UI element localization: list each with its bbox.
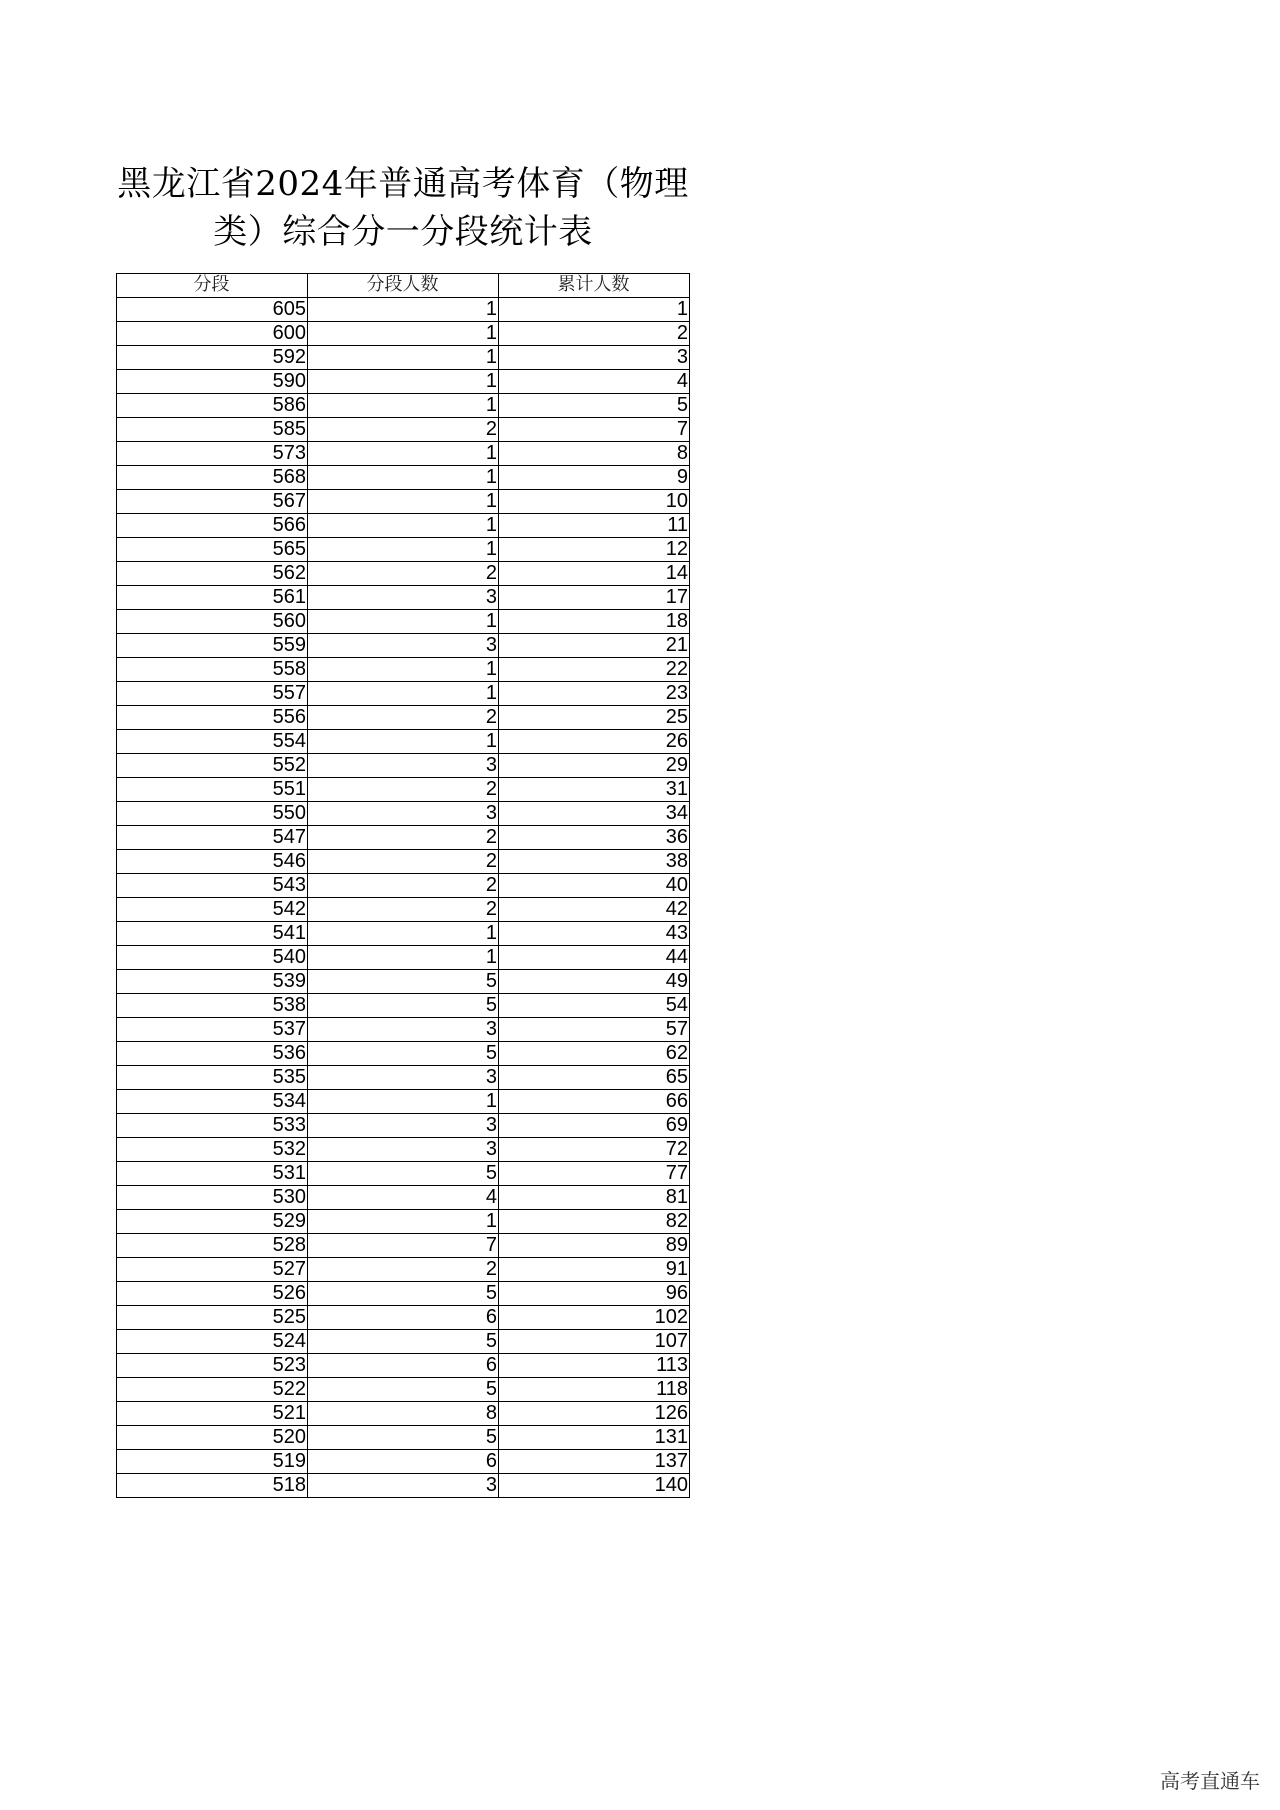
- band-count-cell: 1: [308, 393, 499, 417]
- band-count-cell: 1: [308, 321, 499, 345]
- band-count-cell: 1: [308, 609, 499, 633]
- cumulative-count-cell: 10: [499, 489, 690, 513]
- cumulative-count-cell: 26: [499, 729, 690, 753]
- band-count-cell: 3: [308, 633, 499, 657]
- band-count-cell: 2: [308, 897, 499, 921]
- table-row: [117, 321, 690, 345]
- score-cell: 573: [117, 441, 308, 465]
- score-cell: 524: [117, 1329, 308, 1353]
- table-row: [117, 417, 690, 441]
- page-title: 黑龙江省2024年普通高考体育（物理类）综合分一分段统计表: [117, 164, 689, 252]
- cumulative-count-cell: 1: [499, 297, 690, 321]
- score-cell: 556: [117, 705, 308, 729]
- table-row: [117, 801, 690, 825]
- cumulative-count-cell: 91: [499, 1257, 690, 1281]
- table-row: [117, 633, 690, 657]
- header-score-band: 分段: [117, 274, 308, 298]
- cumulative-count-cell: 18: [499, 609, 690, 633]
- table-row: [117, 1329, 690, 1353]
- score-cell: 536: [117, 1041, 308, 1065]
- band-count-cell: 3: [308, 1017, 499, 1041]
- score-cell: 535: [117, 1065, 308, 1089]
- band-count-cell: 3: [308, 1065, 499, 1089]
- cumulative-count-cell: 8: [499, 441, 690, 465]
- cumulative-count-cell: 89: [499, 1233, 690, 1257]
- cumulative-count-cell: 82: [499, 1209, 690, 1233]
- cumulative-count-cell: 49: [499, 969, 690, 993]
- header-cumulative-count: 累计人数: [499, 274, 690, 298]
- band-count-cell: 2: [308, 825, 499, 849]
- score-cell: 559: [117, 633, 308, 657]
- cumulative-count-cell: 4: [499, 369, 690, 393]
- score-cell: 557: [117, 681, 308, 705]
- cumulative-count-cell: 3: [499, 345, 690, 369]
- table-row: [117, 537, 690, 561]
- table-row: [117, 1401, 690, 1425]
- score-cell: 530: [117, 1185, 308, 1209]
- cumulative-count-cell: 118: [499, 1377, 690, 1401]
- table-row: [117, 921, 690, 945]
- table-row: [117, 441, 690, 465]
- cumulative-count-cell: 54: [499, 993, 690, 1017]
- cumulative-count-cell: 69: [499, 1113, 690, 1137]
- band-count-cell: 1: [308, 1209, 499, 1233]
- band-count-cell: 2: [308, 1257, 499, 1281]
- score-cell: 543: [117, 873, 308, 897]
- band-count-cell: 4: [308, 1185, 499, 1209]
- band-count-cell: 6: [308, 1449, 499, 1473]
- band-count-cell: 1: [308, 489, 499, 513]
- cumulative-count-cell: 137: [499, 1449, 690, 1473]
- score-cell: 522: [117, 1377, 308, 1401]
- score-cell: 590: [117, 369, 308, 393]
- table-row: [117, 393, 690, 417]
- table-row: [117, 1161, 690, 1185]
- score-cell: 560: [117, 609, 308, 633]
- band-count-cell: 1: [308, 945, 499, 969]
- table-row: [117, 1377, 690, 1401]
- score-cell: 565: [117, 537, 308, 561]
- cumulative-count-cell: 81: [499, 1185, 690, 1209]
- band-count-cell: 3: [308, 1473, 499, 1497]
- band-count-cell: 2: [308, 705, 499, 729]
- score-cell: 529: [117, 1209, 308, 1233]
- cumulative-count-cell: 140: [499, 1473, 690, 1497]
- cumulative-count-cell: 7: [499, 417, 690, 441]
- band-count-cell: 1: [308, 441, 499, 465]
- score-cell: 532: [117, 1137, 308, 1161]
- cumulative-count-cell: 96: [499, 1281, 690, 1305]
- cumulative-count-cell: 131: [499, 1425, 690, 1449]
- watermark-text: 高考直通车: [1160, 1769, 1260, 1793]
- cumulative-count-cell: 66: [499, 1089, 690, 1113]
- score-cell: 521: [117, 1401, 308, 1425]
- table-row: [117, 681, 690, 705]
- cumulative-count-cell: 65: [499, 1065, 690, 1089]
- table-row: [117, 873, 690, 897]
- band-count-cell: 3: [308, 753, 499, 777]
- score-cell: 519: [117, 1449, 308, 1473]
- score-cell: 562: [117, 561, 308, 585]
- table-row: [117, 609, 690, 633]
- cumulative-count-cell: 31: [499, 777, 690, 801]
- score-cell: 523: [117, 1353, 308, 1377]
- table-row: [117, 1449, 690, 1473]
- band-count-cell: 5: [308, 1041, 499, 1065]
- score-cell: 526: [117, 1281, 308, 1305]
- score-cell: 538: [117, 993, 308, 1017]
- band-count-cell: 5: [308, 1161, 499, 1185]
- score-cell: 567: [117, 489, 308, 513]
- cumulative-count-cell: 36: [499, 825, 690, 849]
- cumulative-count-cell: 29: [499, 753, 690, 777]
- score-cell: 550: [117, 801, 308, 825]
- cumulative-count-cell: 23: [499, 681, 690, 705]
- band-count-cell: 3: [308, 801, 499, 825]
- score-cell: 518: [117, 1473, 308, 1497]
- band-count-cell: 3: [308, 1113, 499, 1137]
- table-row: [117, 897, 690, 921]
- table-row: [117, 561, 690, 585]
- cumulative-count-cell: 11: [499, 513, 690, 537]
- cumulative-count-cell: 38: [499, 849, 690, 873]
- band-count-cell: 5: [308, 1329, 499, 1353]
- score-cell: 525: [117, 1305, 308, 1329]
- band-count-cell: 1: [308, 681, 499, 705]
- band-count-cell: 1: [308, 465, 499, 489]
- cumulative-count-cell: 126: [499, 1401, 690, 1425]
- score-cell: 566: [117, 513, 308, 537]
- band-count-cell: 5: [308, 1377, 499, 1401]
- band-count-cell: 8: [308, 1401, 499, 1425]
- table-row: [117, 1185, 690, 1209]
- table-row: [117, 1473, 690, 1497]
- band-count-cell: 7: [308, 1233, 499, 1257]
- table-row: [117, 1209, 690, 1233]
- table-row: [117, 705, 690, 729]
- band-count-cell: 2: [308, 873, 499, 897]
- band-count-cell: 5: [308, 1281, 499, 1305]
- cumulative-count-cell: 21: [499, 633, 690, 657]
- band-count-cell: 5: [308, 969, 499, 993]
- table-row: [117, 297, 690, 321]
- band-count-cell: 2: [308, 417, 499, 441]
- cumulative-count-cell: 34: [499, 801, 690, 825]
- band-count-cell: 3: [308, 1137, 499, 1161]
- table-row: [117, 993, 690, 1017]
- band-count-cell: 1: [308, 345, 499, 369]
- header-band-count: 分段人数: [308, 274, 499, 298]
- score-cell: 586: [117, 393, 308, 417]
- table-row: [117, 1137, 690, 1161]
- table-row: [117, 1305, 690, 1329]
- band-count-cell: 5: [308, 993, 499, 1017]
- score-cell: 547: [117, 825, 308, 849]
- table-row: [117, 1257, 690, 1281]
- header-row: [117, 274, 690, 298]
- score-cell: 600: [117, 321, 308, 345]
- table-row: [117, 369, 690, 393]
- score-cell: 546: [117, 849, 308, 873]
- score-cell: 541: [117, 921, 308, 945]
- score-cell: 531: [117, 1161, 308, 1185]
- table-row: [117, 729, 690, 753]
- table-row: [117, 825, 690, 849]
- score-cell: 585: [117, 417, 308, 441]
- score-cell: 592: [117, 345, 308, 369]
- score-distribution-table: [116, 273, 690, 1498]
- band-count-cell: 2: [308, 561, 499, 585]
- table-row: [117, 849, 690, 873]
- score-cell: 542: [117, 897, 308, 921]
- cumulative-count-cell: 22: [499, 657, 690, 681]
- score-cell: 540: [117, 945, 308, 969]
- cumulative-count-cell: 72: [499, 1137, 690, 1161]
- table-row: [117, 1425, 690, 1449]
- score-cell: 568: [117, 465, 308, 489]
- table-row: [117, 1041, 690, 1065]
- cumulative-count-cell: 77: [499, 1161, 690, 1185]
- cumulative-count-cell: 62: [499, 1041, 690, 1065]
- score-cell: 533: [117, 1113, 308, 1137]
- table-row: [117, 1017, 690, 1041]
- band-count-cell: 3: [308, 585, 499, 609]
- score-cell: 534: [117, 1089, 308, 1113]
- score-cell: 537: [117, 1017, 308, 1041]
- table-row: [117, 1353, 690, 1377]
- table-row: [117, 657, 690, 681]
- band-count-cell: 1: [308, 657, 499, 681]
- table-row: [117, 1233, 690, 1257]
- band-count-cell: 6: [308, 1353, 499, 1377]
- table-row: [117, 345, 690, 369]
- cumulative-count-cell: 102: [499, 1305, 690, 1329]
- cumulative-count-cell: 5: [499, 393, 690, 417]
- cumulative-count-cell: 2: [499, 321, 690, 345]
- score-cell: 528: [117, 1233, 308, 1257]
- score-cell: 520: [117, 1425, 308, 1449]
- cumulative-count-cell: 43: [499, 921, 690, 945]
- table-body: [117, 297, 690, 1497]
- band-count-cell: 5: [308, 1425, 499, 1449]
- cumulative-count-cell: 44: [499, 945, 690, 969]
- cumulative-count-cell: 12: [499, 537, 690, 561]
- band-count-cell: 6: [308, 1305, 499, 1329]
- cumulative-count-cell: 9: [499, 465, 690, 489]
- cumulative-count-cell: 42: [499, 897, 690, 921]
- cumulative-count-cell: 17: [499, 585, 690, 609]
- cumulative-count-cell: 57: [499, 1017, 690, 1041]
- score-cell: 558: [117, 657, 308, 681]
- band-count-cell: 1: [308, 513, 499, 537]
- score-cell: 561: [117, 585, 308, 609]
- band-count-cell: 2: [308, 777, 499, 801]
- table-row: [117, 1113, 690, 1137]
- cumulative-count-cell: 25: [499, 705, 690, 729]
- table-header: [117, 274, 690, 298]
- table-row: [117, 585, 690, 609]
- band-count-cell: 1: [308, 1089, 499, 1113]
- score-cell: 527: [117, 1257, 308, 1281]
- table-row: [117, 753, 690, 777]
- cumulative-count-cell: 107: [499, 1329, 690, 1353]
- band-count-cell: 2: [308, 849, 499, 873]
- table-row: [117, 1089, 690, 1113]
- score-cell: 539: [117, 969, 308, 993]
- cumulative-count-cell: 14: [499, 561, 690, 585]
- band-count-cell: 1: [308, 369, 499, 393]
- table-row: [117, 513, 690, 537]
- table-row: [117, 945, 690, 969]
- band-count-cell: 1: [308, 537, 499, 561]
- table-row: [117, 969, 690, 993]
- table-row: [117, 465, 690, 489]
- table-row: [117, 1065, 690, 1089]
- score-cell: 554: [117, 729, 308, 753]
- table-row: [117, 489, 690, 513]
- score-cell: 605: [117, 297, 308, 321]
- score-cell: 551: [117, 777, 308, 801]
- table-row: [117, 1281, 690, 1305]
- cumulative-count-cell: 40: [499, 873, 690, 897]
- band-count-cell: 1: [308, 729, 499, 753]
- band-count-cell: 1: [308, 297, 499, 321]
- cumulative-count-cell: 113: [499, 1353, 690, 1377]
- score-cell: 552: [117, 753, 308, 777]
- band-count-cell: 1: [308, 921, 499, 945]
- table-row: [117, 777, 690, 801]
